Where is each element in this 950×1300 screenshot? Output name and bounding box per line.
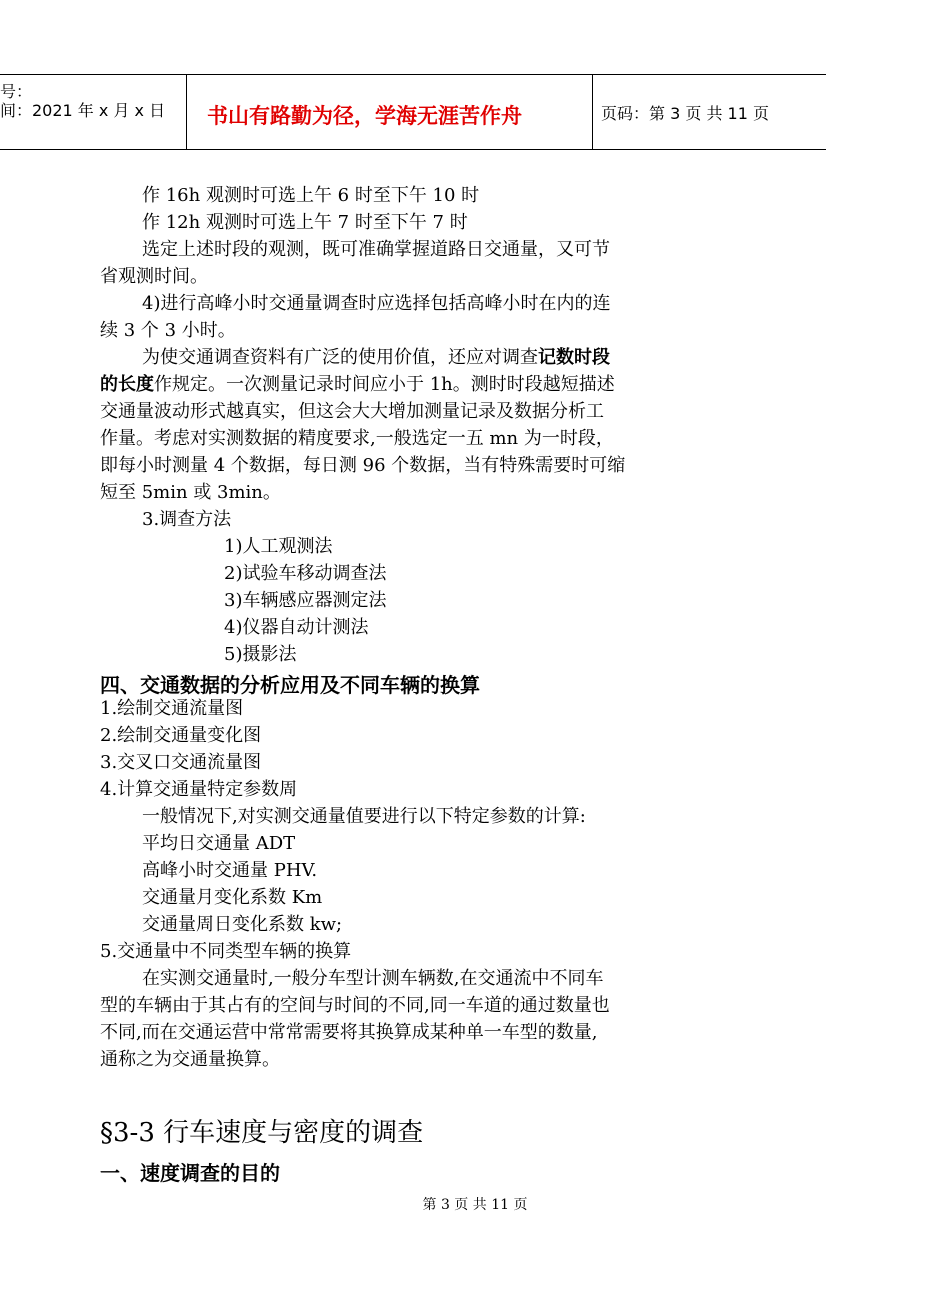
page-header <box>0 74 826 150</box>
text-line: 选定上述时段的观测，既可准确掌握道路日交通量，又可节 <box>142 239 610 260</box>
method-item: 2)试验车移动调查法 <box>224 563 387 584</box>
chapter-title: §3-3 行车速度与密度的调查 <box>100 1118 424 1148</box>
header-number-label: 号： <box>0 82 33 101</box>
text-line <box>142 345 610 371</box>
list-item: 3.交叉口交通流量图 <box>100 752 262 773</box>
text-line: 高峰小时交通量 PHV. <box>142 860 318 881</box>
text-line: 平均日交通量 ADT <box>142 833 296 854</box>
text-line: 省观测时间。 <box>100 266 208 287</box>
list-item: 4.计算交通量特定参数周 <box>100 779 298 800</box>
header-divider <box>186 75 187 149</box>
text-line: 交通量周日变化系数 kw; <box>142 914 343 935</box>
header-motto: 书山有路勤为径，学海无涯苦作舟 <box>207 104 522 128</box>
header-divider <box>592 75 593 149</box>
text-line: 即每小时测量 4 个数据，每日测 96 个数据，当有特殊需要时可缩 <box>100 455 626 476</box>
text-line: 4)进行高峰小时交通量调查时应选择包括高峰小时在内的连 <box>142 293 611 314</box>
text-line: 作量。考虑对实测数据的精度要求,一般选定一五 mn 为一时段， <box>100 428 614 449</box>
method-item: 3)车辆感应器测定法 <box>224 590 387 611</box>
bold-term: 的长度 <box>100 374 154 395</box>
bold-term: 记数时段 <box>538 347 610 368</box>
text-line: 3.调查方法 <box>142 509 232 530</box>
text-line: 通称之为交通量换算。 <box>100 1049 280 1070</box>
header-page-info: 页码：第 3 页 共 11 页 <box>601 104 769 123</box>
list-item: 1.绘制交通流量图 <box>100 698 244 719</box>
method-item: 1)人工观测法 <box>224 536 333 557</box>
text-line: 续 3 个 3 小时。 <box>100 320 236 341</box>
text-line: 交通量波动形式越真实，但这会大大增加测量记录及数据分析工 <box>100 401 604 422</box>
header-date-label: 间：2021 年 x 月 x 日 <box>0 101 166 120</box>
text-line: 在实测交通量时,一般分车型计测车辆数,在交通流中不同车 <box>142 968 604 989</box>
section-heading: 一、速度调查的目的 <box>100 1161 280 1185</box>
list-item: 2.绘制交通量变化图 <box>100 725 262 746</box>
text-line: 作 12h 观测时可选上午 7 时至下午 7 时 <box>142 212 468 233</box>
method-item: 5)摄影法 <box>224 644 297 665</box>
text-line: 短至 5min 或 3min。 <box>100 482 281 503</box>
text-line: 不同,而在交通运营中常常需要将其换算成某种单一车型的数量, <box>100 1022 598 1043</box>
text-line: 一般情况下,对实测交通量值要进行以下特定参数的计算: <box>142 806 586 827</box>
text-line: 作 16h 观测时可选上午 6 时至下午 10 时 <box>142 185 480 206</box>
text-segment: 作规定。一次测量记录时间应小于 1h。测时时段越短描述 <box>154 374 615 395</box>
text-line: 交通量月变化系数 Km <box>142 887 323 908</box>
text-segment: 为使交通调查资料有广泛的使用价值，还应对调查 <box>142 347 538 368</box>
method-item: 4)仪器自动计测法 <box>224 617 369 638</box>
text-line: 型的车辆由于其占有的空间与时间的不同,同一车道的通过数量也 <box>100 995 610 1016</box>
page-footer: 第 3 页 共 11 页 <box>422 1197 528 1213</box>
list-item: 5.交通量中不同类型车辆的换算 <box>100 941 352 962</box>
text-line <box>100 372 615 398</box>
section-heading: 四、交通数据的分析应用及不同车辆的换算 <box>100 673 480 697</box>
